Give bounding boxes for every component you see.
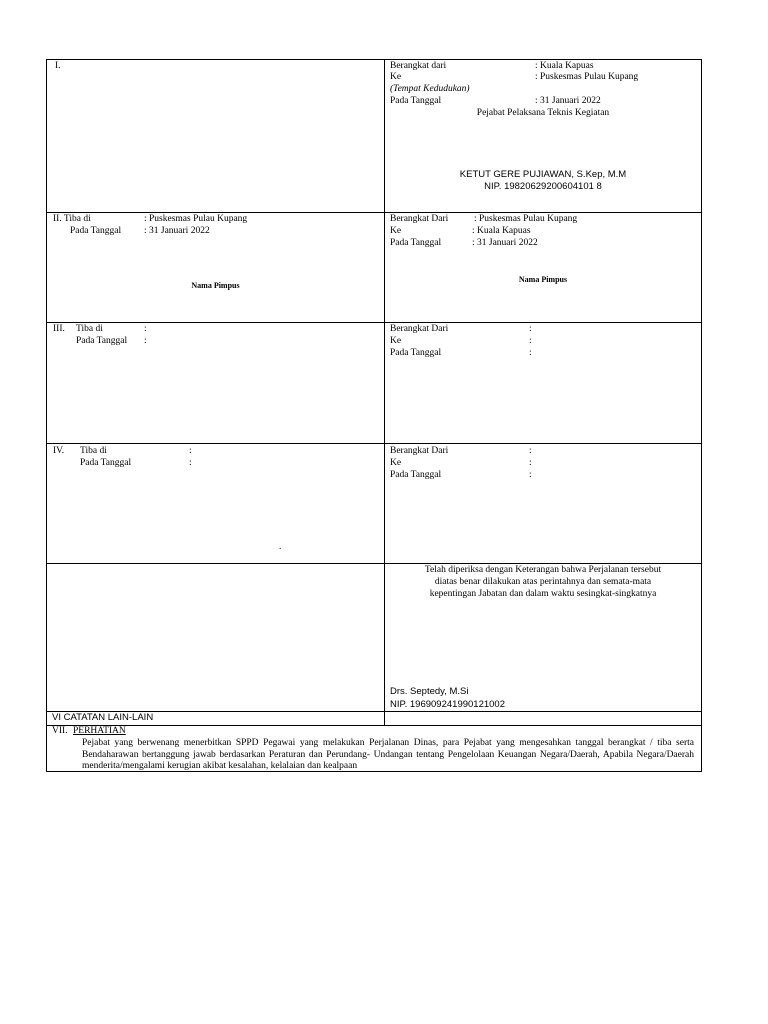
- section-4-tiba-label: Tiba di: [80, 446, 107, 456]
- section-3-number: III.: [53, 324, 65, 334]
- signer-name-2: Drs. Septedy, M.Si: [390, 686, 469, 697]
- row-divider-6: [46, 725, 702, 726]
- section-2-berangkat-label: Berangkat Dari: [390, 214, 449, 224]
- section-4-tanggal-label: Pada Tanggal: [80, 458, 132, 468]
- section-2-tanggal-value: : 31 Januari 2022: [144, 226, 210, 236]
- verification-line-3: kepentingan Jabatan dan dalam waktu sesingkat-singkatnya: [429, 589, 657, 599]
- pada-tanggal-value: : 31 Januari 2022: [535, 96, 601, 106]
- section-4-tanggal-colon: :: [189, 458, 192, 468]
- nama-pimpus-left: Nama Pimpus: [191, 281, 240, 290]
- berangkat-dari-label: Berangkat dari: [390, 61, 447, 71]
- section-2-tiba-label: II. Tiba di: [53, 214, 91, 224]
- section-4-dot: .: [279, 542, 282, 552]
- section-2-tiba-value: : Puskesmas Pulau Kupang: [144, 214, 248, 224]
- column-divider: [384, 59, 385, 726]
- section-4-tiba-colon: :: [189, 446, 192, 456]
- ke-label: Ke: [390, 72, 402, 82]
- section-3-ke-label: Ke: [390, 336, 402, 346]
- signer-name-1: KETUT GERE PUJIAWAN, S.Kep, M.M: [459, 169, 627, 180]
- row-divider-3: [46, 443, 702, 444]
- catatan-lain-label: VI CATATAN LAIN-LAIN: [52, 712, 154, 723]
- section-4-ke-colon: :: [529, 458, 532, 468]
- berangkat-dari-value: : Kuala Kapuas: [535, 61, 594, 71]
- perhatian-text: Pejabat yang berwenang menerbitkan SPPD Pegawai yang melakukan Perjalanan Dinas, para Pejabat yang mengesahkan tanggal berangkat / tiba serta Bendaharawan bertanggung jawab berdasarkan Peraturan dan Perundang- Undangan tentang Pengelolaan Keuangan Negara/Daerah, Apabila Negara/Daerah menderita/mengalami kerugian akibat kesalahan, kelalaian dan kealpaan: [82, 738, 694, 771]
- section-3-berangkat-colon: :: [529, 324, 532, 334]
- section-2-berangkat-value: : Puskesmas Pulau Kupang: [474, 214, 578, 224]
- section-2-ke-label: Ke: [390, 226, 402, 236]
- section-2-tanggal-right-value: : 31 Januari 2022: [472, 238, 538, 248]
- section-3-berangkat-label: Berangkat Dari: [390, 324, 449, 334]
- signer-nip-1: NIP. 19820629200604101 8: [484, 181, 602, 192]
- row-divider-4: [46, 563, 702, 564]
- section-2-ke-value: : Kuala Kapuas: [472, 226, 531, 236]
- section-4-tanggal-right-colon: :: [529, 470, 532, 480]
- section-4-berangkat-colon: :: [529, 446, 532, 456]
- tempat-kedudukan: (Tempat Kedudukan): [390, 84, 470, 94]
- verification-line-1: Telah diperiksa dengan Keterangan bahwa Perjalanan tersebut: [424, 565, 662, 575]
- section-3-tanggal-right-colon: :: [529, 348, 532, 358]
- section-4-tanggal-right-label: Pada Tanggal: [390, 470, 442, 480]
- verification-line-2: diatas benar dilakukan atas perintahnya dan semata-mata: [434, 577, 652, 587]
- section-7-number: VII.: [52, 726, 68, 736]
- form-frame: [46, 59, 702, 772]
- section-4-number: IV.: [53, 446, 65, 456]
- section-3-tanggal-right-label: Pada Tanggal: [390, 348, 442, 358]
- section-3-tiba-colon: :: [144, 324, 147, 334]
- section-4-ke-label: Ke: [390, 458, 402, 468]
- nama-pimpus-right: Nama Pimpus: [518, 275, 568, 284]
- section-3-ke-colon: :: [529, 336, 532, 346]
- section-3-tanggal-colon: :: [144, 336, 147, 346]
- row-divider-2: [46, 322, 702, 323]
- signer-nip-2: NIP. 196909241990121002: [390, 699, 505, 710]
- jabatan-title: Pejabat Pelaksana Teknis Kegiatan: [476, 108, 610, 118]
- section-3-tanggal-label: Pada Tanggal: [76, 336, 128, 346]
- section-3-tiba-label: Tiba di: [76, 324, 103, 334]
- perhatian-title: PERHATIAN: [73, 726, 126, 736]
- pada-tanggal-label: Pada Tanggal: [390, 96, 442, 106]
- section-1-number: I.: [55, 61, 61, 71]
- row-divider-1: [46, 212, 702, 213]
- section-2-tanggal-label: Pada Tanggal: [70, 226, 122, 236]
- ke-value: : Puskesmas Pulau Kupang: [535, 72, 639, 82]
- section-4-berangkat-label: Berangkat Dari: [390, 446, 449, 456]
- section-2-tanggal-right-label: Pada Tanggal: [390, 238, 442, 248]
